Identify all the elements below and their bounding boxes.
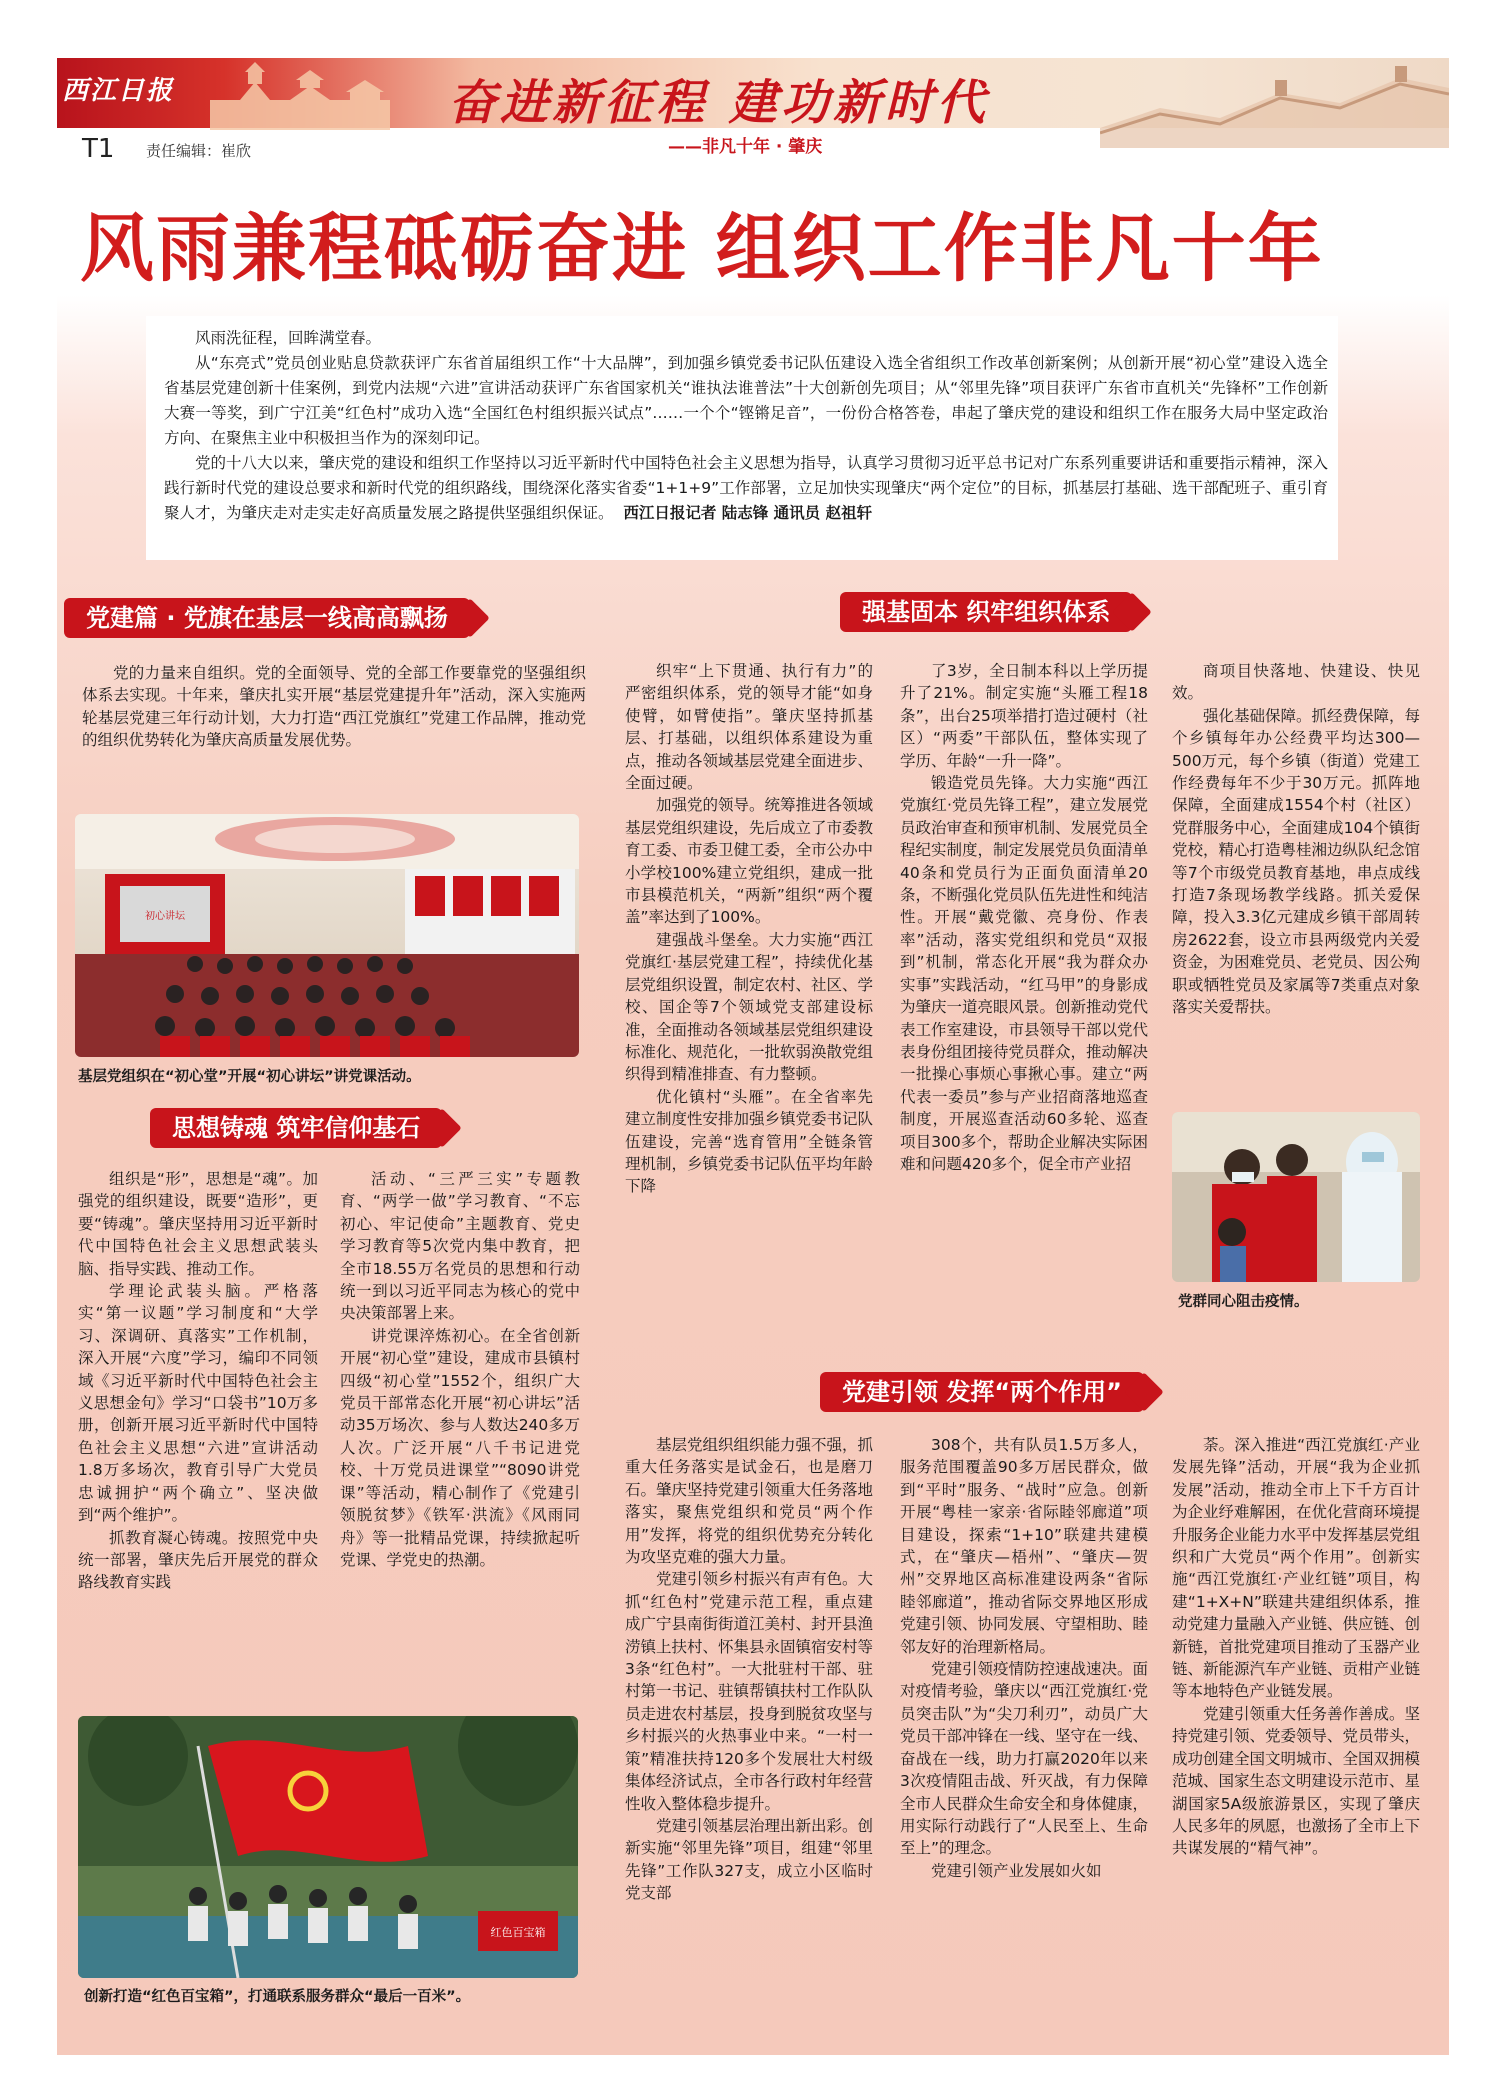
photo-lecture-hall	[75, 814, 579, 1057]
section-column: 组织是“形”，思想是“魂”。加强党的组织建设，既要“造形”，更要“铸魂”。肇庆坚持用习近平新时代中国特色社会主义思想武装头脑、指导实践、推动工作。 学理论武装头脑。严格落实“第一议题”学习制度和“大学习、深调研、真落实”工作机制，深入开展“六度”学习，编印不同领域《习近平新时代中国特色社会主义思想金句》学习“口袋书”10万多册，创新开展习近平新时代中国特色社会主义思想“六进”宣讲活动1.8万多场次，教育引导广大党员忠诚拥护“两个确立”、坚决做到“两个维护”。 抓教育凝心铸魂。按照党中央统一部署，肇庆先后开展党的群众路线教育实践	[78, 1170, 318, 1592]
slogan-subtitle: ——非凡十年 · 肇庆	[668, 137, 823, 157]
photo-caption: 党群同心阻击疫情。	[1178, 1294, 1309, 1310]
section-banner-two-roles: 党建引领 发挥“两个作用”	[820, 1372, 1144, 1412]
slogan-title: 奋进新征程 建功新时代	[448, 75, 989, 131]
intro-paragraph: 从“东亮式”党员创业贴息贷款获评广东省首届组织工作“十大品牌”，到加强乡镇党委书记队伍建设入选全省组织工作改革创新案例；从创新开展“初心堂”建设入选全省基层党建创新十佳案例，到党内法规“六进”宣讲活动获评广东省国家机关“谁执法谁普法”十大创新创先项目；从“邻里先锋”项目获评广东省市直机关“先锋杯”工作创新大赛一等奖，到广宁江美“红色村”成功入选“全国红色村组织振兴试点”……一个个“铿锵足音”，一份份合格答卷，串起了肇庆党的建设和组织工作在服务大局中坚定政治方向、在聚焦主业中积极担当作为的深刻印记。	[164, 354, 1328, 447]
community-flag-image	[78, 1716, 578, 1978]
photo-red-treasure-box	[78, 1716, 578, 1978]
section-column: 了3岁，全日制本科以上学历提升了21%。制定实施“头雁工程18条”，出台25项举措打造过硬村（社区）“两委”干部队伍，整体实现了学历、年龄“一升一降”。 锻造党员先锋。大力实施“西江党旗红·党员先锋工程”，建立发展党员政治审查和预审机制、发展党员全程纪实制度，制定发展党员负面清单40条和党员行为正面负面清单20条，不断强化党员队伍先进性和纯洁性。开展“戴党徽、亮身份、作表率”活动，落实党组织和党员“双报到”机制，常态化开展“我为群众办实事”实践活动，“红马甲”的身影成为肇庆一道亮眼风景。创新推动党代表工作室建设，市县领导干部以党代表身份组团接待党员群众，推动解决一批操心事烦心事揪心事。建立“两代表一委员”参与产业招商落地巡查制度，开展巡查活动60多轮、巡查项目300多个，帮助企业解决实际困难和问题420多个，促全市产业招	[900, 662, 1148, 1173]
newspaper-masthead: 西江日报	[62, 76, 175, 106]
lecture-hall-image	[75, 814, 579, 1057]
screen-text: 初心讲坛	[145, 911, 185, 922]
section-banner-party-building: 党建篇 · 党旗在基层一线高高飘扬	[64, 598, 470, 638]
page-number: T1	[82, 134, 115, 164]
photo-caption: 创新打造“红色百宝箱”，打通联系服务群众“最后一百米”。	[84, 1989, 471, 2005]
byline: 西江日报记者 陆志锋 通讯员 赵祖轩	[623, 504, 873, 522]
box-label-text: 红色百宝箱	[490, 1926, 546, 1939]
section-banner-ideology: 思想铸魂 筑牢信仰基石	[150, 1108, 442, 1148]
epidemic-image	[1172, 1112, 1420, 1282]
section-column: 308个，共有队员1.5万多人，服务范围覆盖90多万居民群众，做到“平时”服务、“战时”应急。创新开展“粤桂一家亲·省际睦邻廊道”项目建设，探索“1+10”联建共建模式，在“肇庆—梧州”、“肇庆—贺州”交界地区高标准建设两条“省际睦邻廊道”，推动省际交界地区形成党建引领、协同发展、守望相助、睦邻友好的治理新格局。 党建引领疫情防控速战速决。面对疫情考验，肇庆以“西江党旗红·党员突击队”为“尖刀利刃”，动员广大党员干部冲锋在一线、坚守在一线、奋战在一线，助力打赢2020年以来3次疫情阻击战、歼灭战，有力保障全市人民群众生命安全和身体健康，用实际行动践行了“人民至上、生命至上”的理念。 党建引领产业发展如火如	[900, 1436, 1148, 1880]
intro-paragraph: 风雨洗征程，回眸满堂春。	[195, 329, 382, 347]
section-column: 基层党组织组织能力强不强，抓重大任务落实是试金石，也是磨刀石。肇庆坚持党建引领重大任务落地落实，聚焦党组织和党员“两个作用”发挥，将党的组织优势充分转化为攻坚克难的强大力量。 党建引领乡村振兴有声有色。大抓“红色村”党建示范工程，重点建成广宁县南街街道江美村、封开县渔涝镇上扶村、怀集县永固镇宿安村等3条“红色村”。一大批驻村干部、驻村第一书记、驻镇帮镇扶村工作队队员走进农村基层，投身到脱贫攻坚与乡村振兴的火热事业中来。“一村一策”精准扶持120多个发展壮大村级集体经济试点，全市各行政村年经营性收入整体稳步提升。 党建引领基层治理出新出彩。创新实施“邻里先锋”项目，组建“邻里先锋”工作队327支，成立小区临时党支部	[625, 1436, 873, 1903]
section-column: 商项目快落地、快建设、快见效。 强化基础保障。抓经费保障，每个乡镇每年办公经费平均达300—500万元，每个乡镇（街道）党建工作经费每年不少于30万元。抓阵地保障，全面建成1554个村（社区）党群服务中心，全面建成104个镇街党校，精心打造粤桂湘边纵队纪念馆等7个市级党员教育基地，串点成线打造7条现场教学线路。抓关爱保障，投入3.3亿元建成乡镇干部周转房2622套，设立市县两级党内关爱资金，为困难党员、老党员、因公殉职或牺牲党员及家属等7类重点对象落实关爱帮扶。	[1172, 662, 1420, 1017]
section-column: 荼。深入推进“西江党旗红·产业发展先锋”活动，开展“我为企业抓发展”活动，推动全市上下千方百计为企业纾难解困，在优化营商环境提升服务企业能力水平中发挥基层党组织和广大党员“两个作用”。创新实施“西江党旗红·产业红链”项目，构建“1+X+N”联建共建组织体系，推动党建力量融入产业链、供应链、创新链，首批党建项目推动了玉器产业链、新能源汽车产业链、贡柑产业链等本地特色产业链发展。 党建引领重大任务善作善成。坚持党建引领、党委领导、党员带头，成功创建全国文明城市、全国双拥模范城、国家生态文明建设示范市、星湖国家5A级旅游景区，实现了肇庆人民多年的夙愿，也激扬了全市上下共谋发展的“精气神”。	[1172, 1436, 1420, 1858]
section-column: 织牢“上下贯通、执行有力”的严密组织体系，党的领导才能“如身使臂，如臂使指”。肇庆坚持抓基层、打基础，以组织体系建设为重点，推动各领域基层党建全面进步、全面过硬。 加强党的领导。统筹推进各领域基层党组织建设，先后成立了市委教育工委、市委卫健工委，全市公办中小学校100%建立党组织，建成一批市县模范机关，“两新”组织“两个覆盖”率达到了100%。 建强战斗堡垒。大力实施“西江党旗红·基层党建工程”，持续优化基层党组织设置，制定农村、社区、学校、国企等7个领域党支部建设标准，全面推动各领域基层党组织建设标准化、规范化，一批软弱涣散党组织得到精准排查、有力整顿。 优化镇村“头雁”。在全省率先建立制度性安排加强乡镇党委书记队伍建设，完善“选育管用”全链条管理机制，乡镇党委书记队伍平均年龄下降	[625, 662, 873, 1196]
section-lead-text: 党的力量来自组织。党的全面领导、党的全部工作要靠党的坚强组织体系去实现。十年来，肇庆扎实开展“基层党建提升年”活动，深入实施两轮基层党建三年行动计划，大力打造“西江党旗红”党建工作品牌，推动党的组织优势转化为肇庆高质量发展优势。	[82, 664, 586, 750]
intro-box	[146, 316, 1338, 560]
photo-epidemic-defense	[1172, 1112, 1420, 1282]
section-banner-organization: 强基固本 织牢组织体系	[840, 592, 1132, 632]
intro-paragraph: 党的十八大以来，肇庆党的建设和组织工作坚持以习近平新时代中国特色社会主义思想为指导，认真学习贯彻习近平总书记对广东系列重要讲话和重要指示精神，深入践行新时代党的建设总要求和新时代党的组织路线，围绕深化落实省委“1+1+9”工作部署，立足加快实现肇庆“两个定位”的目标，抓基层打基础、选干部配班子、重引育聚人才，为肇庆走对走实走好高质量发展之路提供坚强组织保证。 西江日报记者 陆志锋 通讯员 赵祖轩	[164, 454, 1328, 522]
pagoda-skyline-icon	[200, 60, 400, 130]
photo-caption: 基层党组织在“初心堂”开展“初心讲坛”讲党课活动。	[78, 1069, 421, 1085]
section-column: 活动、“三严三实”专题教育、“两学一做”学习教育、“不忘初心、牢记使命”主题教育、党史学习教育等5次党内集中教育，把全市18.55万名党员的思想和行动统一到以习近平同志为核心的党中央决策部署上来。 讲党课淬炼初心。在全省创新开展“初心堂”建设，建成市县镇村四级“初心堂”1552个，组织广大党员干部常态化开展“初心讲坛”活动35万场次、参与人数达240多万人次。广泛开展“八千书记进党校、十万党员进课堂”“8090讲党课”等活动，精心制作了《党建引领脱贫梦》《铁军·洪流》《风雨同舟》等一批精品党课，持续掀起听党课、学党史的热潮。	[340, 1170, 580, 1569]
responsible-editor: 责任编辑：崔欣	[146, 142, 252, 160]
main-headline: 风雨兼程砥砺奋进 组织工作非凡十年	[80, 206, 1324, 292]
great-wall-icon	[1100, 58, 1449, 148]
